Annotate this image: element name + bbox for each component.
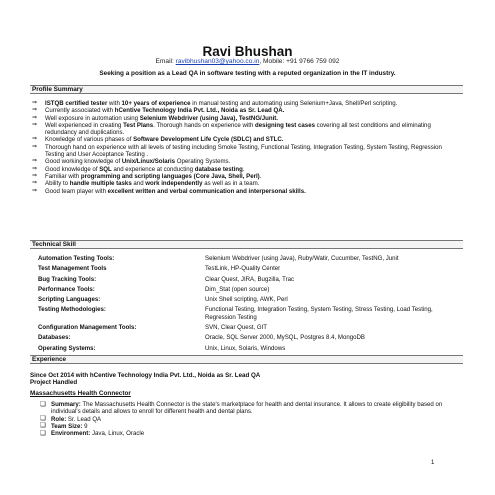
skill-value: Unix Shell scripting, AWK, Perl	[205, 296, 288, 304]
summary-text: Good knowledge of	[45, 165, 100, 173]
summary-text: ISTQB certified tester	[45, 100, 108, 107]
summary-text: Currently associated with	[45, 107, 115, 115]
skill-value: Clear Quest, JIRA, Bugzilla, Trac	[205, 275, 295, 283]
technical-skill-heading: Technical Skill	[30, 240, 463, 249]
square-bullet-icon: ❏	[40, 429, 46, 437]
skill-row	[38, 324, 463, 331]
profile-summary-list	[32, 100, 462, 195]
summary-text: . Thorough hands on experience with	[153, 121, 256, 129]
detail-value: Sr. Lead QA	[66, 415, 102, 423]
project-handled-label: Project Handled	[30, 379, 78, 386]
summary-text: hCentive Technology India Pvt. Ltd., Noida as Sr. Lead QA.	[114, 107, 285, 115]
skill-row	[38, 286, 463, 293]
summary-text: excellent written and verbal communication and interpersonal skills.	[107, 187, 306, 195]
detail-label: Environment:	[51, 430, 91, 438]
project-detail-item	[40, 423, 465, 430]
experience-heading: Experience	[30, 355, 463, 364]
summary-item	[32, 173, 462, 180]
contact-line	[0, 58, 495, 65]
skill-label: Test Management Tools	[38, 265, 107, 273]
skill-value: Oracle, SQL Server 2000, MySQL, Postgres 8.4, MongoDB	[205, 334, 365, 342]
summary-text: in manual testing and automating using Selenium+Java, Shell/Perl scripting.	[190, 100, 398, 107]
summary-item	[32, 100, 462, 107]
summary-text: Well experienced in creating	[45, 121, 124, 129]
skill-value: Selenium Webdriver (using Java), Ruby/Watir, Cucumber, TestNG, Junit	[205, 255, 399, 262]
summary-item	[32, 188, 462, 195]
project-details-list	[40, 401, 465, 437]
summary-text: 10+ years of experience	[121, 100, 191, 107]
career-objective: Seeking a position as a Lead QA in software testing with a reputed organization in the IT industry.	[99, 70, 396, 77]
arrow-bullet-icon: ⇒	[32, 114, 38, 121]
skill-row	[38, 345, 463, 352]
skill-row	[38, 276, 463, 283]
skill-row	[38, 334, 463, 341]
summary-text: programming and scripting languages (Core Java, Shell, Perl)	[80, 172, 260, 180]
summary-text: with	[107, 100, 122, 107]
phone-text: , Mobile: +91 9766 759 092	[259, 58, 340, 65]
skill-value: Functional Testing, Integration Testing, System Testing, Stress Testing, Load Testing, Regression Testing	[205, 306, 433, 321]
summary-text: as well as in a team.	[202, 180, 260, 188]
skill-row	[38, 306, 463, 321]
employment-since: Since Oct 2014 with hCentive Technology India Pvt. Ltd., Noida as Sr. Lead QA	[30, 372, 261, 379]
skill-label: Databases:	[38, 334, 71, 342]
summary-text: .	[259, 172, 262, 180]
detail-label: Team Size:	[51, 422, 83, 430]
project-detail-item	[40, 401, 465, 416]
project-detail-item	[40, 430, 465, 437]
arrow-bullet-icon: ⇒	[32, 187, 38, 194]
arrow-bullet-icon: ⇒	[32, 180, 38, 187]
summary-item	[32, 122, 462, 137]
summary-item	[32, 136, 462, 143]
skill-value: TestLink, HP-Quality Center	[205, 265, 281, 273]
square-bullet-icon: ❏	[40, 422, 46, 430]
candidate-name: Ravi Bhushan	[202, 44, 293, 59]
detail-label: Role:	[51, 415, 67, 423]
summary-text: Well exposure in automation using	[45, 114, 140, 122]
summary-text: designing test cases	[255, 121, 315, 129]
summary-text: Selenium Webdriver (using Java), TestNG/Junit.	[139, 114, 279, 122]
summary-text: Unix/Linux/Solaris	[121, 158, 176, 166]
summary-text: work independently	[145, 180, 203, 188]
arrow-bullet-icon: ⇒	[32, 158, 38, 165]
summary-text: Test Plans	[123, 121, 154, 129]
detail-value: The Massachusetts Health Connector is the state's marketplace for health and dental insurance. It allows to create eligibility based on individual's details and allows to enroll for different health and dental plans.	[51, 401, 443, 416]
summary-text: Software Development Life Cycle (SDLC) and STLC.	[133, 136, 284, 144]
arrow-bullet-icon: ⇒	[32, 136, 38, 143]
skill-label: Automation Testing Tools:	[38, 255, 115, 262]
technical-skill-table	[38, 255, 463, 355]
summary-item	[32, 115, 462, 122]
summary-text: database testing	[194, 165, 243, 173]
skill-label: Configuration Management Tools:	[38, 324, 137, 332]
detail-value: 9	[82, 422, 88, 430]
summary-text: Operating Systems.	[175, 158, 231, 166]
skill-label: Scripting Languages:	[38, 296, 101, 304]
skill-label: Operating Systems:	[38, 344, 96, 352]
skill-value: Unix, Linux, Solaris, Windows	[205, 344, 286, 352]
project-detail-item	[40, 416, 465, 423]
summary-item	[32, 144, 462, 159]
summary-text: and	[131, 180, 146, 188]
skill-value: SVN, Clear Quest, GIT	[205, 324, 267, 332]
profile-summary-heading: Profile Summary	[30, 85, 463, 94]
project-name: Massachusetts Health Connector	[30, 390, 131, 397]
summary-text: Familiar with	[45, 172, 81, 180]
square-bullet-icon: ❏	[40, 400, 46, 408]
summary-text: covering all test conditions and eliminating redundancy and duplications.	[45, 121, 431, 137]
arrow-bullet-icon: ⇒	[32, 121, 38, 128]
summary-item	[32, 107, 462, 114]
summary-text: Knowledge of various phases of	[45, 136, 134, 144]
summary-text: Good working knowledge of	[45, 158, 122, 166]
summary-item	[32, 180, 462, 187]
detail-label: Summary:	[51, 401, 81, 408]
summary-text: Good team player with	[45, 187, 108, 195]
skill-row	[38, 255, 463, 262]
summary-item	[32, 158, 462, 165]
skill-row	[38, 296, 463, 303]
arrow-bullet-icon: ⇒	[32, 100, 38, 106]
arrow-bullet-icon: ⇒	[32, 143, 38, 150]
skill-label: Bug Tracking Tools:	[38, 275, 97, 283]
skill-label: Performance Tools:	[38, 285, 95, 293]
detail-value: Java, Linux, Oracle	[90, 430, 145, 438]
arrow-bullet-icon: ⇒	[32, 172, 38, 179]
skill-value: Dim_Stat (open source)	[205, 285, 270, 293]
summary-text: .	[242, 165, 245, 173]
email-label: Email:	[155, 58, 174, 65]
summary-text: handle multiple tasks	[69, 180, 132, 188]
summary-text: Thorough hand on experience with all levels of testing including Smoke Testing, Functional Testing, Integration Testing, System Testing, Regression Testing and User Acceptance Testing .	[45, 143, 442, 159]
skill-row	[38, 265, 463, 272]
summary-text: Ability to	[45, 180, 70, 188]
summary-text: SQL	[99, 165, 112, 173]
email-link[interactable]: ravibhushan03@yahoo.co.in	[175, 58, 260, 65]
arrow-bullet-icon: ⇒	[32, 165, 38, 172]
skill-label: Testing Methodologies:	[38, 306, 106, 314]
summary-text: and experience at conducting	[111, 165, 195, 173]
arrow-bullet-icon: ⇒	[32, 107, 38, 114]
summary-item	[32, 166, 462, 173]
page-number: 1	[431, 460, 435, 466]
square-bullet-icon: ❏	[40, 415, 46, 423]
